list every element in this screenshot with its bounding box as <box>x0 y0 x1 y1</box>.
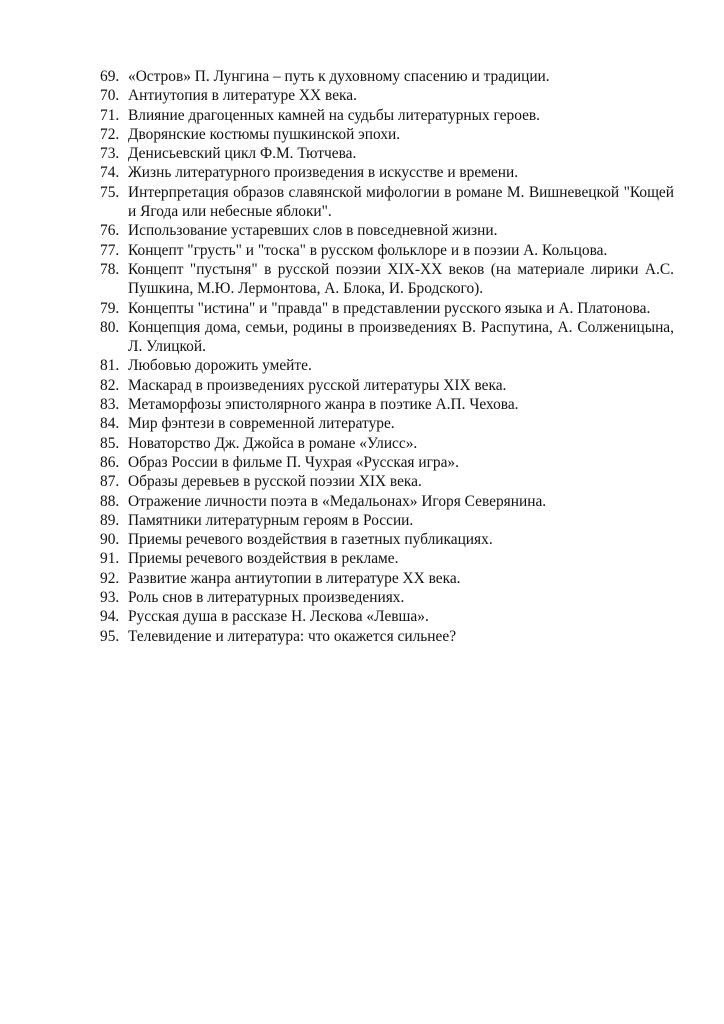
list-item-number: 90. <box>100 531 120 549</box>
list-item-number: 69. <box>100 68 120 85</box>
list-item <box>100 472 674 491</box>
list-item <box>100 106 674 125</box>
list-item-number: 87. <box>100 473 120 491</box>
list-item-text: Приемы речевого воздействия в рекламе. <box>128 550 399 568</box>
list-item-text: Денисьевский цикл Ф.М. Тютчева. <box>128 145 357 163</box>
list-item-number: 92. <box>100 569 120 587</box>
list-item <box>100 395 674 414</box>
list-item-text: Использование устаревших слов в повседневной жизни. <box>128 222 498 240</box>
list-item-text: «Остров» П. Лунгина – путь к духовному спасению и традиции. <box>128 68 550 85</box>
list-item <box>100 549 674 568</box>
list-item <box>100 627 674 646</box>
list-item-number: 80. <box>100 318 120 336</box>
list-item-number: 83. <box>100 396 120 414</box>
list-item-text: Развитие жанра антиутопии в литературе XX века. <box>128 569 461 587</box>
list-item-text: Концепт "пустыня" в русской поэзии XIX-XX веков (на материале лирики А.С. Пушкина, М.Ю. Лермонтова, А. Блока, И. Бродского). <box>128 260 674 298</box>
list-item-number: 77. <box>100 241 120 259</box>
list-item-text: Концепция дома, семьи, родины в произведениях В. Распутина, А. Солженицына, Л. Улицкой. <box>128 318 674 356</box>
list-item <box>100 434 674 453</box>
list-item <box>100 260 674 299</box>
list-item-text: Мир фэнтези в современной литературе. <box>128 415 395 433</box>
list-item <box>100 144 674 163</box>
list-item <box>100 163 674 182</box>
topic-list <box>100 67 674 646</box>
list-item <box>100 511 674 530</box>
list-item <box>100 376 674 395</box>
list-item <box>100 183 674 222</box>
list-item-number: 72. <box>100 125 120 143</box>
list-item-number: 95. <box>100 627 120 645</box>
list-item-number: 71. <box>100 106 120 124</box>
list-item <box>100 569 674 588</box>
list-item-text: Влияние драгоценных камней на судьбы литературных героев. <box>128 106 541 124</box>
list-item <box>100 318 674 357</box>
list-item <box>100 299 674 318</box>
list-item-text: Образ России в фильме П. Чухрая «Русская игра». <box>128 453 459 471</box>
list-item-text: Образы деревьев в русской поэзии XIX века. <box>128 473 422 491</box>
list-item <box>100 221 674 240</box>
list-item-text: Интерпретация образов славянской мифологии в романе М. Вишневецкой "Кощей и Ягода или небесные яблоки". <box>128 183 674 221</box>
list-item-number: 86. <box>100 453 120 471</box>
list-item-text: Памятники литературным героям в России. <box>128 511 414 529</box>
list-item <box>100 530 674 549</box>
list-item <box>100 67 674 86</box>
list-item-text: Телевидение и литература: что окажется сильнее? <box>128 627 457 645</box>
list-item-text: Роль снов в литературных произведениях. <box>128 589 405 607</box>
list-item-number: 73. <box>100 145 120 163</box>
list-item-number: 81. <box>100 357 120 375</box>
list-item-number: 74. <box>100 164 120 182</box>
list-item-text: Дворянские костюмы пушкинской эпохи. <box>128 125 401 143</box>
list-item-text: Новаторство Дж. Джойса в романе «Улисс». <box>128 434 418 452</box>
list-item-number: 88. <box>100 492 120 510</box>
list-item-text: Любовью дорожить умейте. <box>128 357 312 375</box>
list-item-number: 82. <box>100 376 120 394</box>
list-item-number: 85. <box>100 434 120 452</box>
list-item <box>100 125 674 144</box>
list-item-number: 76. <box>100 222 120 240</box>
list-item <box>100 453 674 472</box>
list-item-text: Метаморфозы эпистолярного жанра в поэтике А.П. Чехова. <box>128 396 519 414</box>
list-item <box>100 607 674 626</box>
list-item-text: Жизнь литературного произведения в искусстве и времени. <box>128 164 519 182</box>
list-item-number: 79. <box>100 299 120 317</box>
list-item <box>100 492 674 511</box>
list-item <box>100 241 674 260</box>
list-item-number: 78. <box>100 260 120 278</box>
list-item-number: 93. <box>100 589 120 607</box>
list-item-number: 70. <box>100 87 120 105</box>
list-item <box>100 588 674 607</box>
list-item-text: Концепт "грусть" и "тоска" в русском фольклоре и в поэзии А. Кольцова. <box>128 241 608 259</box>
list-item-text: Русская душа в рассказе Н. Лескова «Левша». <box>128 608 429 626</box>
list-item-number: 89. <box>100 511 120 529</box>
list-item-number: 84. <box>100 415 120 433</box>
list-item-text: Приемы речевого воздействия в газетных публикациях. <box>128 531 493 549</box>
list-item-number: 94. <box>100 608 120 626</box>
list-item-text: Концепты "истина" и "правда" в представлении русского языка и А. Платонова. <box>128 299 651 317</box>
list-item-number: 75. <box>100 183 120 201</box>
list-item <box>100 86 674 105</box>
list-item-text: Отражение личности поэта в «Медальонах» Игоря Северянина. <box>128 492 547 510</box>
list-item-number: 91. <box>100 550 120 568</box>
list-item-text: Маскарад в произведениях русской литературы XIX века. <box>128 376 507 394</box>
list-item-text: Антиутопия в литературе XX века. <box>128 87 357 105</box>
list-item <box>100 414 674 433</box>
list-item <box>100 356 674 375</box>
